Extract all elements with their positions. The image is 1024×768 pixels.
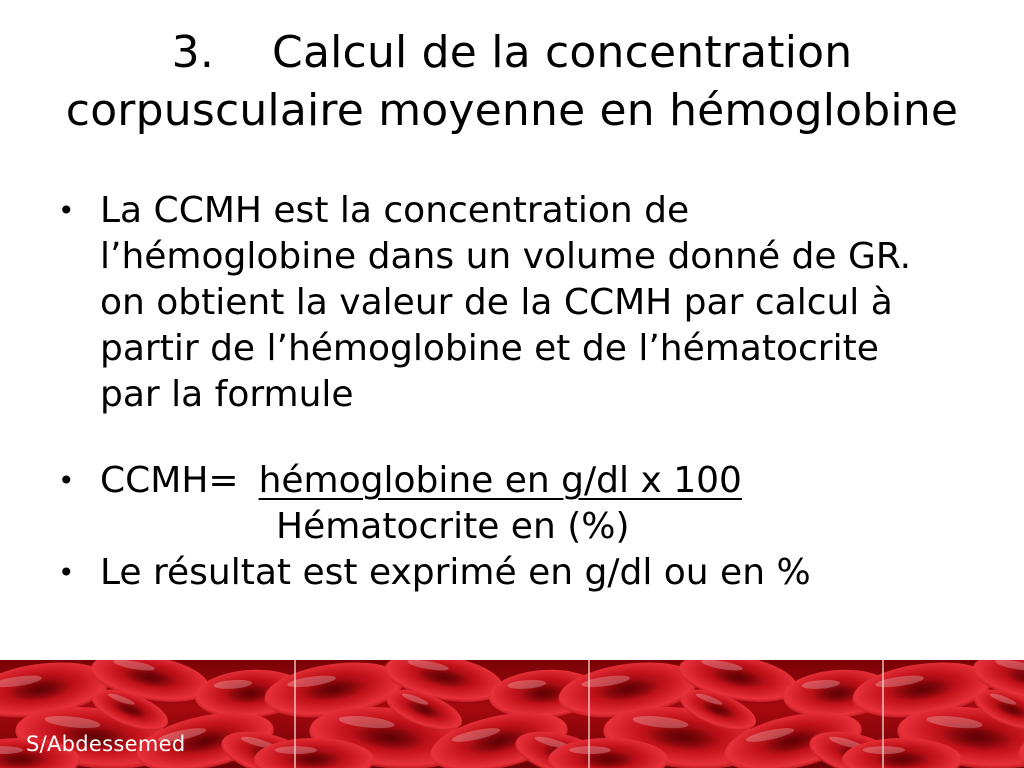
tile-divider — [882, 660, 884, 768]
bullet-list — [58, 188, 988, 596]
bullet-1-line-5: par la formule — [100, 374, 354, 415]
title-number: 3. — [171, 27, 215, 78]
title-line-1 — [0, 24, 1024, 82]
bullet-3-line: Le résultat est exprimé en g/dl ou en % — [100, 552, 811, 593]
bullet-formula — [58, 458, 988, 550]
author-credit: S/Abdessemed — [26, 732, 186, 756]
bullet-1-line-1: La CCMH est la concentration de — [100, 190, 690, 231]
bullet-1-line-4: partir de l’hémoglobine et de l’hématocrite — [100, 328, 879, 369]
formula-line — [100, 458, 988, 504]
slide-title — [0, 24, 1024, 140]
bullet-definition — [58, 188, 988, 418]
bullet-dot-icon: • — [58, 464, 75, 497]
bullet-dot-icon: • — [58, 556, 75, 589]
bullet-1-line-3: on obtient la valeur de la CCMH par calcul à — [100, 282, 893, 323]
tile-divider — [588, 660, 590, 768]
title-text-1: Calcul de la concentration — [272, 27, 853, 78]
bullet-1-line-2: l’hémoglobine dans un volume donné de GR. — [100, 236, 912, 277]
bullet-gap — [58, 418, 988, 458]
formula-label: CCMH= — [100, 460, 239, 501]
tile-divider — [294, 660, 296, 768]
title-line-2: corpusculaire moyenne en hémoglobine — [65, 85, 959, 136]
formula-numerator: hémoglobine en g/dl x 100 — [258, 460, 742, 501]
formula-denominator: Hématocrite en (%) — [276, 506, 630, 547]
red-blood-cells-image — [0, 660, 1024, 768]
bullet-result — [58, 550, 988, 596]
bullet-dot-icon: • — [58, 194, 75, 227]
